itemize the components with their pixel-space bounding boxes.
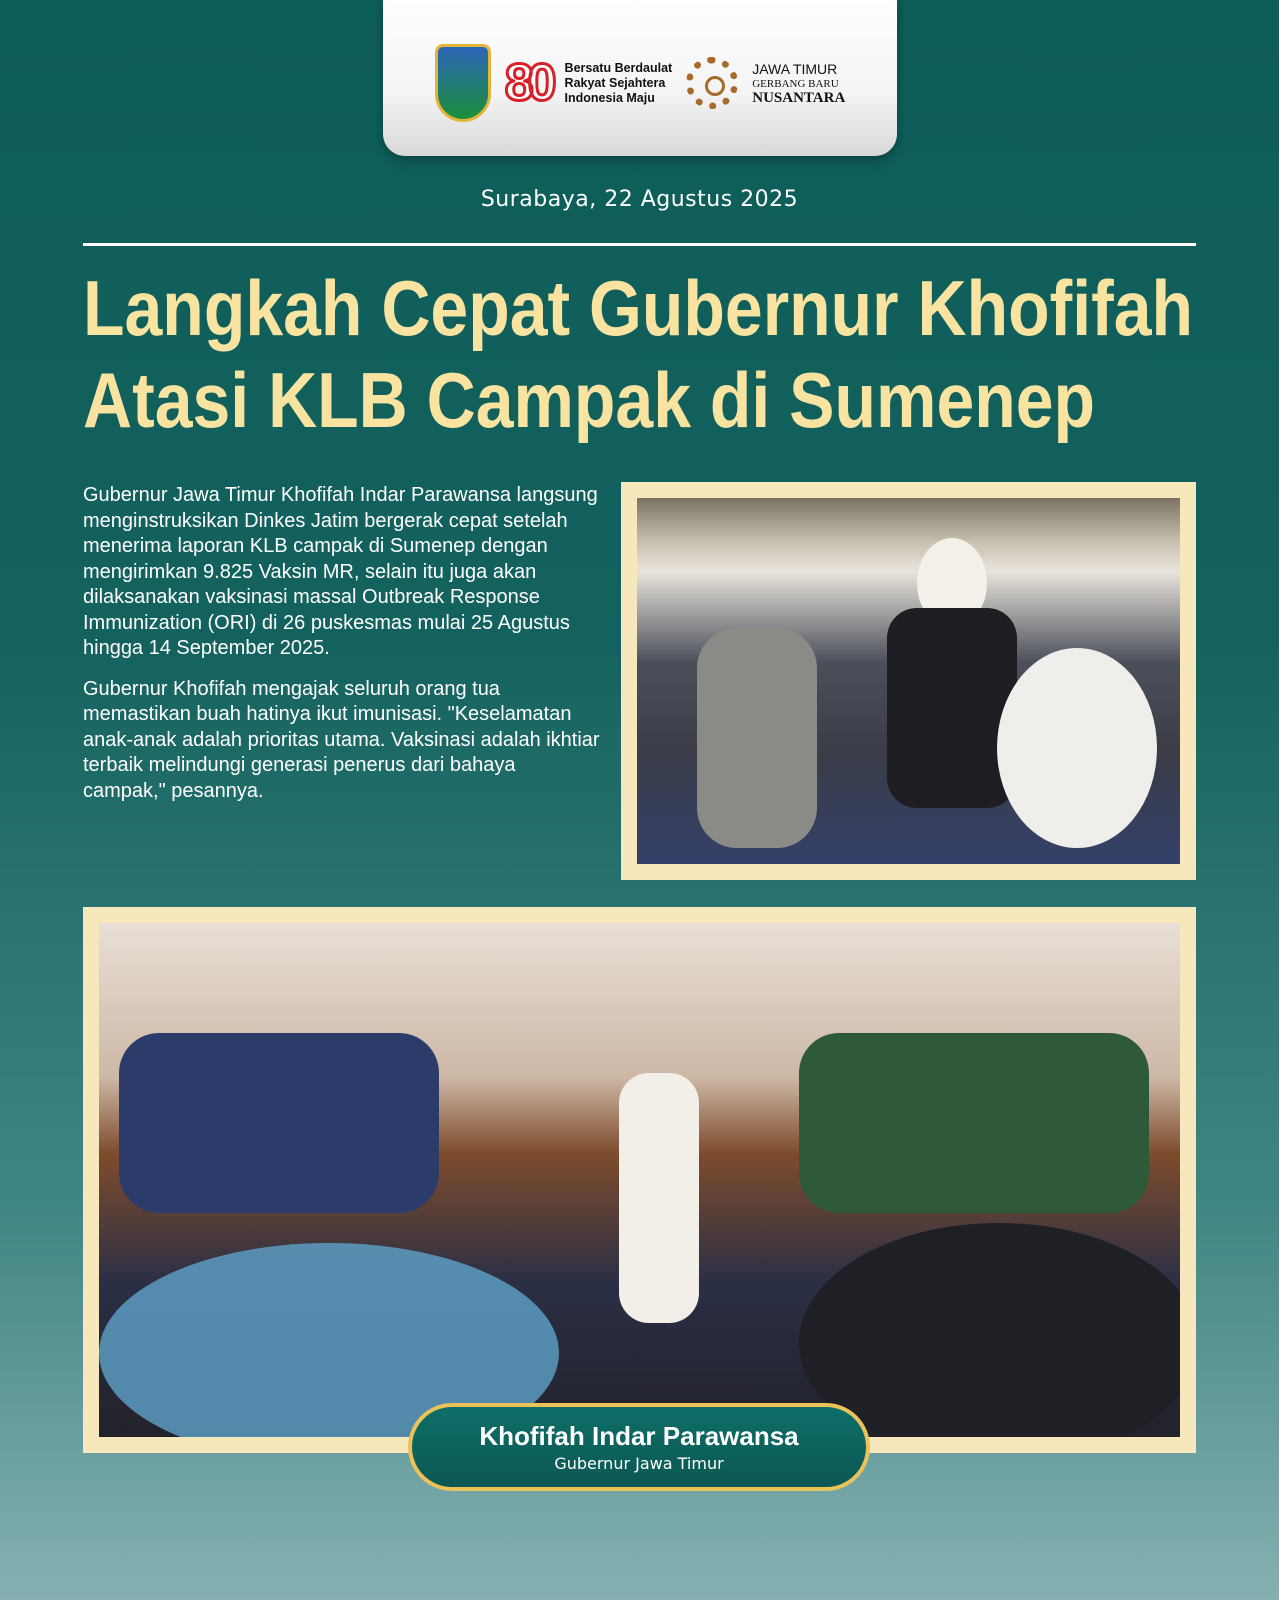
person-role: Gubernur Jawa Timur [554, 1454, 724, 1473]
divider [83, 243, 1196, 246]
east-java-crest-logo [435, 44, 491, 122]
ri-80-tagline: Bersatu Berdaulat Rakyat Sejahtera Indonesia Maju [564, 60, 673, 105]
headline: Langkah Cepat Gubernur Khofifah Atasi KLB Campak di Sumenep [83, 264, 1194, 444]
photo-frame-vaccination [621, 482, 1196, 880]
logo-header [383, 0, 897, 156]
vaccination-photo [637, 498, 1180, 864]
jatim-gerbang-baru-logo: JAWA TIMUR GERBANG BARU NUSANTARA [752, 61, 846, 106]
person-name: Khofifah Indar Parawansa [479, 1421, 799, 1451]
photo-frame-press [83, 907, 1196, 1453]
name-plate [408, 1403, 870, 1491]
jatim-emblem-icon [686, 57, 738, 109]
dateline: Surabaya, 22 Agustus 2025 [480, 187, 799, 212]
paragraph: Gubernur Jawa Timur Khofifah Indar Parawansa langsung menginstruksikan Dinkes Jatim bergerak cepat setelah menerima laporan KLB campak di Sumenep dengan mengirimkan 9.825 Vaksin MR, selain itu juga akan dilaksanakan vaksinasi massal Outbreak Response Immunization (ORI) di 26 puskesmas mulai 25 Agustus hingga 14 September 2025. [83, 484, 598, 659]
paragraph: Gubernur Khofifah mengajak seluruh orang tua memastikan buah hatinya ikut imunisasi. "Keselamatan anak-anak adalah prioritas utama. Vaksinasi adalah ikhtiar terbaik melindungi generasi penerus dari bahaya campak," pesannya. [83, 677, 600, 802]
article-body [83, 483, 603, 819]
ri-80-logo: 80 [504, 54, 551, 112]
press-conference-photo [99, 923, 1180, 1437]
